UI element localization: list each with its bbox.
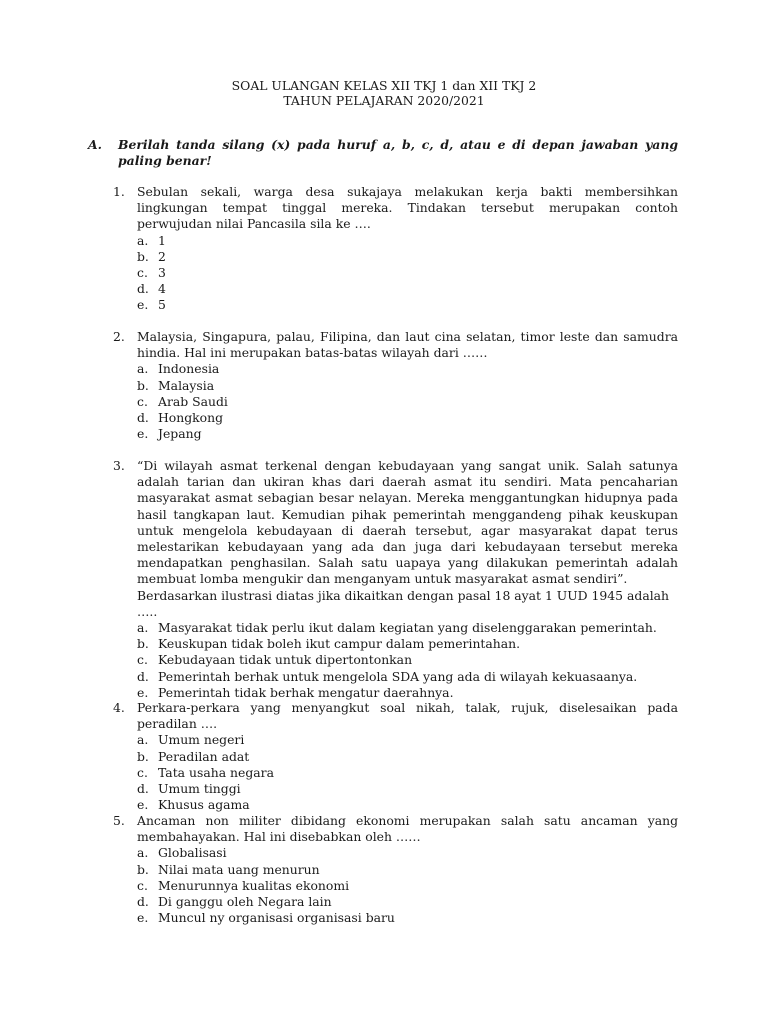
- option-b[interactable]: [137, 749, 678, 765]
- option-text: Malaysia: [158, 377, 215, 393]
- option-letter: d.: [137, 281, 149, 297]
- option-b[interactable]: [137, 862, 678, 878]
- option-a[interactable]: [137, 361, 678, 377]
- option-b[interactable]: [137, 249, 678, 265]
- question-number: 5.: [113, 813, 125, 828]
- option-letter: b.: [137, 377, 149, 393]
- option-letter: d.: [137, 781, 149, 797]
- question-stem: Ancaman non militer dibidang ekonomi merupakan salah satu ancaman yang membahayakan. Hal ini disebabkan oleh ……: [137, 813, 678, 845]
- option-text: Indonesia: [158, 361, 220, 377]
- question-2: [113, 329, 678, 442]
- option-d[interactable]: [137, 894, 678, 910]
- option-letter: e.: [137, 426, 149, 442]
- question-4: [113, 700, 678, 813]
- option-c[interactable]: [137, 878, 678, 894]
- option-letter: c.: [137, 764, 148, 780]
- option-letter: b.: [137, 636, 149, 652]
- option-a[interactable]: [137, 732, 678, 748]
- option-text: Arab Saudi: [158, 393, 228, 409]
- option-text: Tata usaha negara: [158, 764, 274, 780]
- option-e[interactable]: [137, 685, 678, 701]
- option-letter: a.: [137, 845, 149, 861]
- option-list: [137, 845, 678, 926]
- option-a[interactable]: [137, 233, 678, 249]
- question-number: 3.: [113, 458, 125, 473]
- document-subtitle: TAHUN PELAJARAN 2020/2021: [283, 93, 485, 108]
- option-text: Muncul ny organisasi organisasi baru: [158, 910, 395, 926]
- option-letter: b.: [137, 248, 149, 264]
- option-text: Keuskupan tidak boleh ikut campur dalam pemerintahan.: [158, 636, 521, 652]
- option-a[interactable]: [137, 845, 678, 861]
- option-letter: a.: [137, 232, 149, 248]
- question-stem: Malaysia, Singapura, palau, Filipina, dan laut cina selatan, timor leste dan samudra hindia. Hal ini merupakan batas-batas wilayah dari ……: [137, 329, 678, 361]
- option-letter: a.: [137, 361, 149, 377]
- option-letter: b.: [137, 748, 149, 764]
- option-letter: e.: [137, 297, 149, 313]
- question-3: [113, 458, 678, 701]
- option-d[interactable]: [137, 781, 678, 797]
- instruction-text: Berilah tanda silang (x) pada huruf a, b, c, d, atau e di depan jawaban yang paling benar!: [118, 137, 678, 169]
- question-number: 4.: [113, 700, 125, 715]
- option-letter: c.: [137, 877, 148, 893]
- option-c[interactable]: [137, 765, 678, 781]
- question-1: [113, 184, 678, 314]
- question-prompt: Berdasarkan ilustrasi diatas jika dikaitkan dengan pasal 18 ayat 1 UUD 1945 adalah …..: [137, 587, 670, 619]
- section-instruction: [88, 137, 678, 169]
- option-text: Globalisasi: [158, 845, 227, 861]
- option-letter: c.: [137, 265, 148, 281]
- option-text: 3: [158, 265, 166, 281]
- question-5: [113, 813, 678, 926]
- question-number: 1.: [113, 184, 125, 199]
- question-stem: Sebulan sekali, warga desa sukajaya melakukan kerja bakti membersihkan lingkungan tempat tinggal mereka. Tindakan tersebut merupakan contoh perwujudan nilai Pancasila sila ke ….: [137, 184, 678, 232]
- option-text: Kebudayaan tidak untuk dipertontonkan: [158, 652, 413, 668]
- option-text: Pemerintah berhak untuk mengelola SDA yang ada di wilayah kekuasaanya.: [158, 668, 638, 684]
- option-letter: c.: [137, 393, 148, 409]
- option-letter: d.: [137, 668, 149, 684]
- option-c[interactable]: [137, 265, 678, 281]
- option-text: 5: [158, 297, 166, 313]
- option-letter: d.: [137, 410, 149, 426]
- option-e[interactable]: [137, 426, 678, 442]
- option-text: Menurunnya kualitas ekonomi: [158, 877, 350, 893]
- option-list: [137, 620, 678, 701]
- option-letter: a.: [137, 732, 149, 748]
- option-c[interactable]: [137, 394, 678, 410]
- option-text: 2: [158, 248, 166, 264]
- option-letter: c.: [137, 652, 148, 668]
- option-a[interactable]: [137, 620, 678, 636]
- option-text: Nilai mata uang menurun: [158, 861, 320, 877]
- question-number: 2.: [113, 329, 125, 344]
- option-d[interactable]: [137, 669, 678, 685]
- option-list: [137, 233, 678, 314]
- option-letter: d.: [137, 894, 149, 910]
- option-letter: b.: [137, 861, 149, 877]
- option-b[interactable]: [137, 636, 678, 652]
- option-list: [137, 732, 678, 813]
- option-letter: e.: [137, 797, 149, 813]
- option-text: Umum negeri: [158, 732, 245, 748]
- option-c[interactable]: [137, 652, 678, 668]
- option-d[interactable]: [137, 410, 678, 426]
- option-text: Pemerintah tidak berhak mengatur daerahnya.: [158, 684, 454, 700]
- option-e[interactable]: [137, 797, 678, 813]
- option-d[interactable]: [137, 281, 678, 297]
- section-label: A.: [88, 137, 102, 152]
- option-text: Di ganggu oleh Negara lain: [158, 894, 332, 910]
- option-letter: a.: [137, 620, 149, 636]
- option-letter: e.: [137, 684, 149, 700]
- option-e[interactable]: [137, 297, 678, 313]
- question-stem: Perkara-perkara yang menyangkut soal nikah, talak, rujuk, diselesaikan pada peradilan ….: [137, 700, 678, 732]
- option-text: 4: [158, 281, 166, 297]
- option-text: Hongkong: [158, 410, 224, 426]
- document-title: SOAL ULANGAN KELAS XII TKJ 1 dan XII TKJ 2: [231, 78, 537, 93]
- option-text: Peradilan adat: [158, 748, 250, 764]
- option-text: 1: [158, 232, 166, 248]
- option-b[interactable]: [137, 378, 678, 394]
- option-text: Masyarakat tidak perlu ikut dalam kegiatan yang diselenggarakan pemerintah.: [158, 620, 657, 636]
- option-list: [137, 361, 678, 442]
- option-e[interactable]: [137, 910, 678, 926]
- option-text: Khusus agama: [158, 797, 250, 813]
- option-text: Umum tinggi: [158, 781, 241, 797]
- option-letter: e.: [137, 910, 149, 926]
- option-text: Jepang: [158, 426, 202, 442]
- question-stem: “Di wilayah asmat terkenal dengan kebudayaan yang sangat unik. Salah satunya adalah tarian dan ukiran khas dari daerah asmat itu sendiri. Mata pencaharian masyarakat asmat sebagian besar nelayan. Mereka menggantungkan hidupnya pada hasil tangkapan laut. Kemudian pihak pemerintah menggandeng pihak keuskupan untuk mengelola kebudayaan di daerah tersebut, agar masyarakat dapat terus melestarikan kebudayaan yang ada dan juga dari kebudayaan tersebut mereka mendapatkan penghasilan. Salah satu uapaya yang dilakukan pemerintah adalah membuat lomba mengukir dan menganyam untuk masyarakat asmat sendiri”.: [137, 458, 678, 587]
